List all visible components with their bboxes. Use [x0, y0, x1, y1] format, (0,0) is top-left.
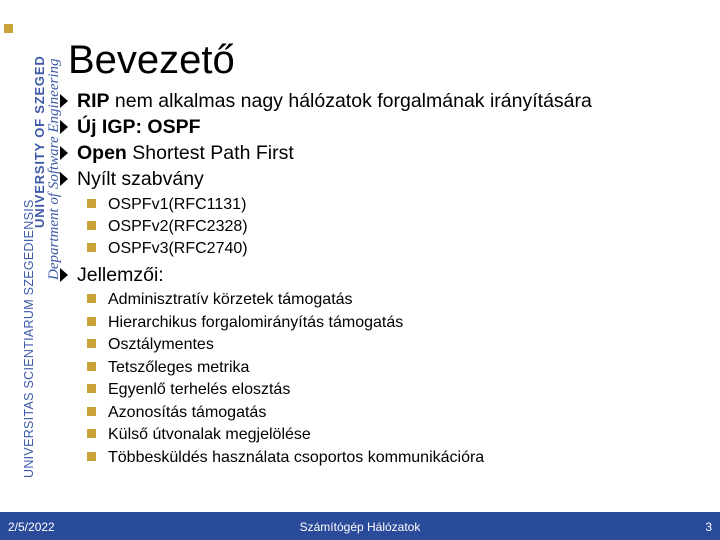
footer-date: 2/5/2022 [8, 520, 55, 534]
square-bullet-icon [87, 199, 96, 208]
sub-bullet-text: Osztálymentes [108, 336, 214, 353]
sub-bullet-text: Adminisztratív körzetek támogatás [108, 291, 353, 308]
bullet-item [60, 140, 294, 166]
sub-bullet-item [87, 312, 403, 335]
footer-title: Számítógép Hálózatok [299, 520, 421, 534]
arrow-bullet-icon [60, 94, 68, 108]
sidebar-university-text: UNIVERSITY OF SZEGED [32, 55, 47, 228]
sub-bullet-item [87, 216, 248, 239]
sub-bullet-item [87, 357, 249, 380]
sub-bullet-item [87, 194, 246, 217]
bullet-text: Nyílt szabvány [77, 168, 204, 190]
square-bullet-icon [87, 221, 96, 230]
slide-title: Bevezető [68, 38, 235, 82]
sub-bullet-text: Egyenlő terhelés elosztás [108, 381, 291, 398]
square-bullet-icon [87, 429, 96, 438]
arrow-bullet-icon [60, 120, 68, 134]
sub-bullet-text: OSPFv1(RFC1131) [108, 196, 247, 213]
sub-bullet-item [87, 238, 248, 261]
sub-bullet-text: Többesküldés használata csoportos kommunikációra [108, 448, 485, 466]
bullet-text: Jellemzői: [77, 264, 164, 286]
bullet-item [60, 166, 204, 192]
page-number: 3 [705, 520, 712, 534]
sub-bullet-text: Hierarchikus forgalomirányítás támogatás [108, 313, 404, 331]
arrow-bullet-icon [60, 268, 68, 282]
sub-bullet-text: OSPFv3(RFC2740) [108, 240, 248, 257]
arrow-bullet-icon [60, 146, 68, 160]
bullet-bold-text: RIP [77, 90, 110, 112]
sub-bullet-item [87, 402, 266, 425]
sub-bullet-item [87, 289, 353, 312]
arrow-bullet-icon [60, 172, 68, 186]
footer-bar [0, 512, 720, 540]
sub-bullet-text: Tetszőleges metrika [108, 358, 250, 376]
bullet-item [60, 88, 592, 114]
bullet-item [60, 114, 201, 140]
sub-bullet-item [87, 379, 290, 402]
sub-bullet-text: OSPFv2(RFC2328) [108, 218, 248, 235]
square-bullet-icon [87, 384, 96, 393]
square-bullet-icon [87, 407, 96, 416]
square-bullet-icon [87, 339, 96, 348]
square-bullet-icon [87, 243, 96, 252]
bullet-bold-text: Open [77, 142, 127, 164]
square-bullet-icon [87, 317, 96, 326]
sidebar-latin-text: UNIVERSITAS SCIENTIARUM SZEGEDIENSIS [22, 199, 36, 478]
sub-bullet-text: Azonosítás támogatás [108, 403, 267, 421]
bullet-text: Shortest Path First [126, 142, 294, 164]
square-bullet-icon [87, 452, 96, 461]
sub-bullet-item [87, 334, 214, 357]
sub-bullet-text: Külső útvonalak megjelölése [108, 426, 311, 443]
sub-bullet-item [87, 424, 311, 447]
bullet-bold-text: Új IGP: OSPF [77, 116, 201, 138]
square-bullet-icon [87, 294, 96, 303]
sidebar-department-text: Department of Software Engineering [46, 58, 62, 280]
sub-bullet-item [87, 447, 484, 470]
square-bullet-icon [87, 362, 96, 371]
corner-square-icon [4, 24, 13, 33]
bullet-text: nem alkalmas nagy hálózatok forgalmának irányítására [109, 90, 592, 112]
bullet-item [60, 262, 164, 288]
